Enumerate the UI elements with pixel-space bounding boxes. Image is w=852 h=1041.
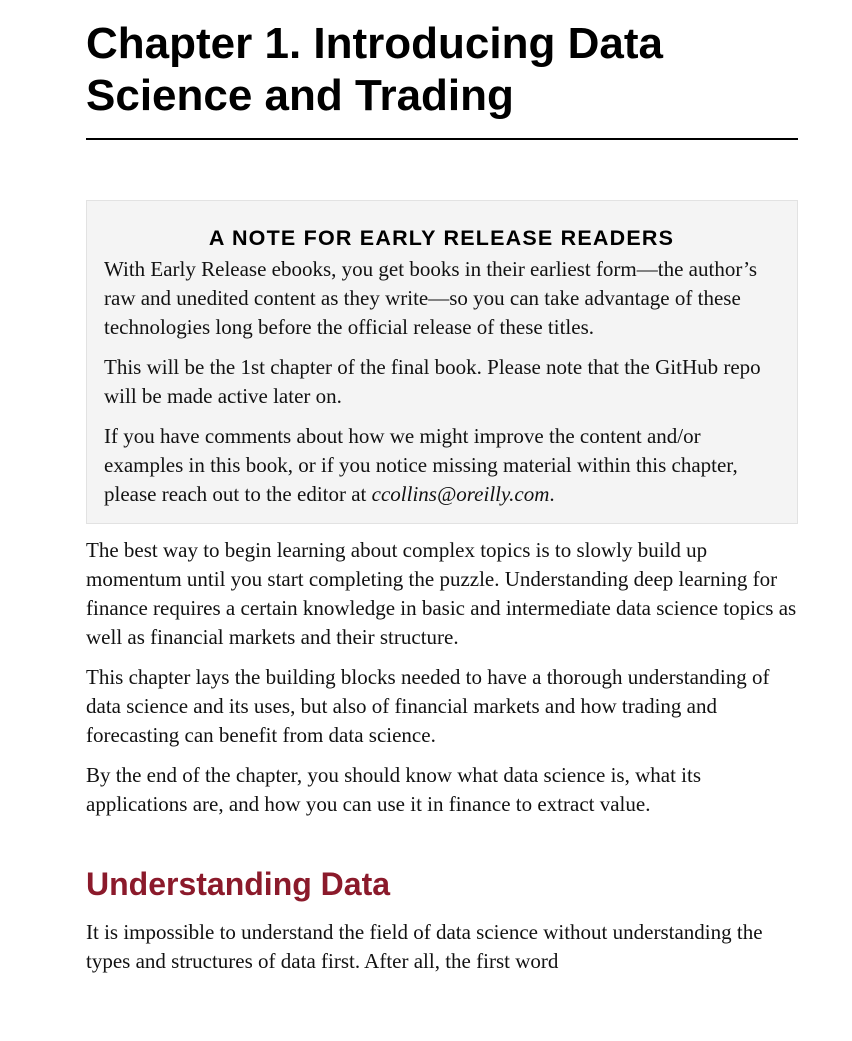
- early-release-note: [86, 200, 798, 524]
- intro-paragraph-2: This chapter lays the building blocks needed to have a thorough understanding of data science and its uses, but also of financial markets and how trading and forecasting can benefit from data science.: [86, 665, 770, 747]
- chapter-title-line2: Science and Trading: [86, 71, 514, 120]
- note-paragraph-3-text: If you have comments about how we might improve the content and/or examples in this book, or if you notice missing material within this chapter, please reach out to the editor at: [104, 424, 738, 506]
- chapter-title-line1: Chapter 1. Introducing Data: [86, 19, 663, 68]
- note-paragraph-1: With Early Release ebooks, you get books in their earliest form—the author’s raw and unedited content as they write—so you can take advantage of these technologies long before the official release of these titles.: [104, 257, 758, 339]
- chapter-title: [86, 18, 798, 140]
- note-paragraph-2: This will be the 1st chapter of the final book. Please note that the GitHub repo will be made active later on.: [104, 355, 761, 408]
- editor-email-link[interactable]: ccollins@oreilly.com: [371, 482, 550, 506]
- note-paragraph-3-end: .: [549, 482, 555, 506]
- section-body: [86, 918, 798, 976]
- chapter-intro: [86, 536, 798, 819]
- intro-paragraph-3: By the end of the chapter, you should know what data science is, what its applications are, and how you can use it in finance to extract value.: [86, 763, 702, 816]
- section-paragraph-1: It is impossible to understand the field of data science without understanding the types and structures of data first. After all, the first word: [86, 920, 763, 973]
- note-heading: A NOTE FOR EARLY RELEASE READERS: [208, 226, 675, 250]
- note-paragraph-3: [104, 422, 779, 509]
- section-heading: Understanding Data: [86, 866, 391, 902]
- document-page: [86, 0, 798, 987]
- intro-paragraph-1: The best way to begin learning about complex topics is to slowly build up momentum until you start completing the puzzle. Understanding deep learning for finance requires a certain knowledge in basic and intermediate data science topics as well as financial markets and their structure.: [86, 538, 797, 649]
